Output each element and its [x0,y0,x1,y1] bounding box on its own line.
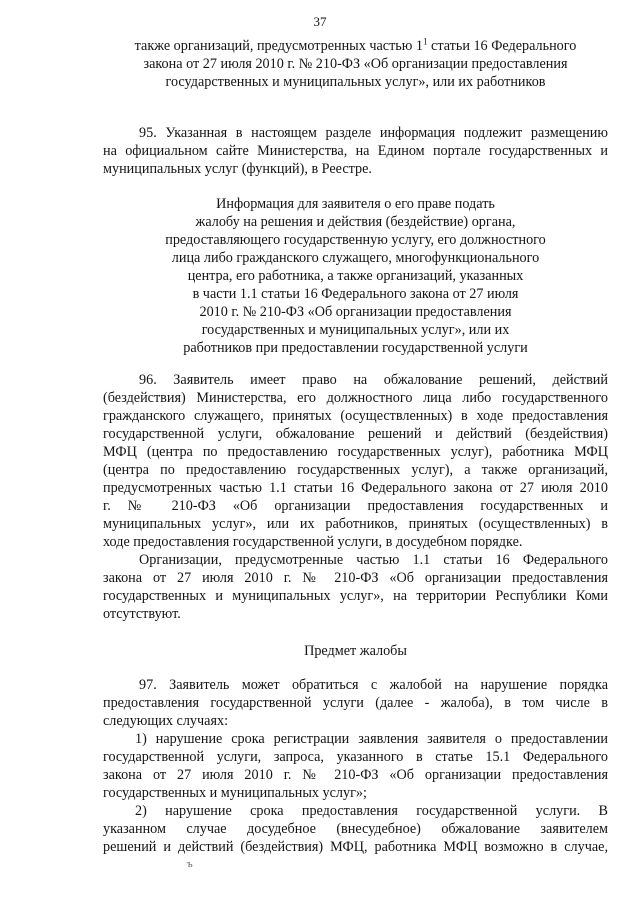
para-95-line: 95. Указанная в настоящем разделе информация подлежит размещению [139,125,608,141]
heading-info-line: центра, его работника, а также организаций, указанных [187,268,524,284]
para-96-line: гражданского служащего, принятых (осуществленных) в ходе предоставления [103,408,608,424]
para-96b-line: государственных и муниципальных услуг», на территории Республики Коми [103,588,608,604]
top-block-line-2: закона от 27 июля 2010 г. № 210-ФЗ «Об организации предоставления [143,56,568,72]
heading-info-line: предоставляющего государственную услугу, его должностного [165,232,546,248]
para-96-line: (центра по предоставлению государственных услуг), а также организаций, [103,462,608,478]
item-2-line: решений и действий (бездействия) МФЦ, работника МФЦ возможно в случае, [103,839,608,855]
heading-info-line: в части 1.1 статьи 16 Федерального закона от 27 июля [192,286,519,302]
heading-info-line: работников при предоставлении государственной услуги [183,340,528,356]
para-96b-line: Организации, предусмотренные частью 1.1 статьи 16 Федерального [139,552,608,568]
item-1-line: государственной услуги, запроса, указанного в статье 15.1 Федерального [103,749,608,765]
para-96b-line: закона от 27 июля 2010 г. № 210-ФЗ «Об организации предоставления [103,570,608,586]
heading-subject: Предмет жалобы [304,643,407,659]
para-97-line: следующих случаях: [103,713,229,729]
top-block-line-1: также организаций, предусмотренных частью $1^1$ статьи 16 Федерального [134,36,577,54]
para-96-line: предусмотренных частью 1.1 статьи 16 Федерального закона от 27 июля 2010 [103,480,608,496]
para-96-line: МФЦ (центра по предоставлению государственных услуг), работника МФЦ [103,444,608,460]
item-1-line: 1) нарушение срока регистрации заявления заявителя о предоставлении [135,731,608,747]
para-96-line: ходе предоставления государственной услуги, в досудебном порядке. [103,534,523,550]
item-1-line: закона от 27 июля 2010 г. № 210-ФЗ «Об организации предоставления [103,767,608,783]
heading-info-line: государственных и муниципальных услуг», или их [201,322,510,338]
scan-mark: ъ [187,858,193,870]
para-96b-line: отсутствуют. [103,606,181,622]
para-96-line: муниципальных услуг», или их работников, принятых (осуществленных) в [103,516,608,532]
para-96-line: государственной услуги, обжалование решений и действий (бездействия) [103,426,608,442]
heading-info-line: Информация для заявителя о его праве подать [216,196,495,212]
heading-info-line: 2010 г. № 210-ФЗ «Об организации предоставления [199,304,512,320]
para-97-line: 97. Заявитель может обратиться с жалобой на нарушение порядка [139,677,608,693]
heading-info-line: жалобу на решения и действия (бездействие) органа, [195,214,516,230]
page-number: 37 [313,14,327,29]
para-96-line: 96. Заявитель имеет право на обжалование решений, действий [139,372,608,388]
item-2-line: 2) нарушение срока предоставления государственной услуги. В [135,803,608,819]
para-97-line: предоставления государственной услуги (далее - жалоба), в том числе в [103,695,608,711]
item-2-line: указанном случае досудебное (внесудебное) обжалование заявителем [103,821,608,837]
para-96-line: г. № 210-ФЗ «Об организации предоставления государственных и [103,498,608,514]
para-95-line: муниципальных услуг (функций), в Реестре. [103,161,372,177]
para-96-line: (бездействия) Министерства, его должностного лица либо государственного [103,390,608,406]
superscript: 1 [423,36,428,47]
top-block-line-3: государственных и муниципальных услуг», или их работников [165,74,546,90]
item-1-line: государственных и муниципальных услуг»; [103,785,367,801]
heading-info-line: лица либо гражданского служащего, многофункционального [171,250,540,266]
para-95-line: на официальном сайте Министерства, на Едином портале государственных и [103,143,608,159]
